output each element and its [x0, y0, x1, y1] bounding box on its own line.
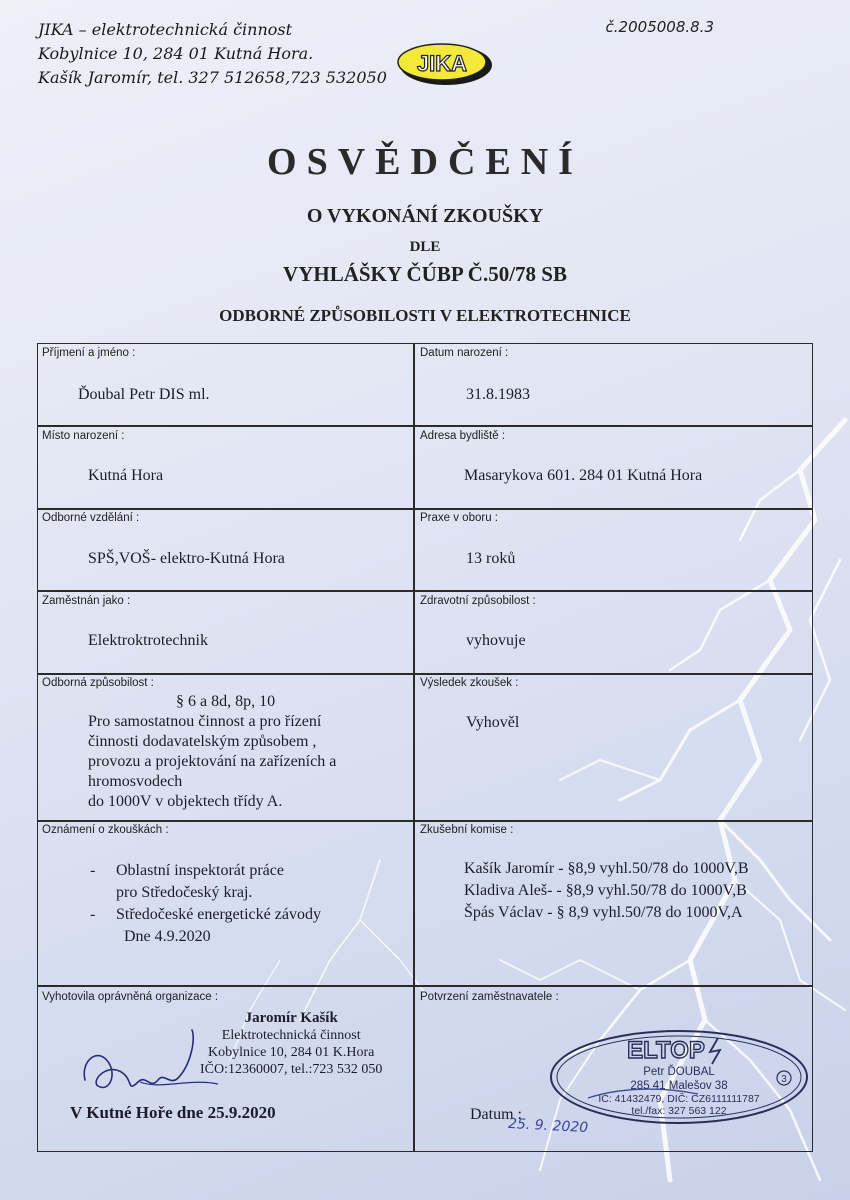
- list-item: [90, 860, 321, 882]
- issuer-stamp: [200, 1010, 382, 1078]
- list-dash: -: [90, 862, 96, 879]
- list-item-text: Středočeské energetické závody: [116, 906, 321, 923]
- issue-place-date: V Kutné Hoře dne 25.9.2020: [70, 1103, 276, 1122]
- result-label: Výsledek zkoušek :: [420, 677, 519, 689]
- employed-value: Elektroktrotechnik: [88, 632, 208, 649]
- list-item-text: Dne 4.9.2020: [124, 928, 211, 945]
- company-line: JIKA – elektrotechnická činnost: [38, 20, 293, 39]
- competence-line: Pro samostatnou činnost a pro řízení: [88, 713, 322, 730]
- birthdate-value: 31.8.1983: [466, 386, 530, 403]
- competence-text: [88, 692, 336, 812]
- competence-line: § 6 a 8d, 8p, 10: [176, 693, 276, 710]
- company-address: Kobylnice 10, 284 01 Kutná Hora.: [38, 44, 314, 63]
- table-row-line: [37, 985, 813, 987]
- table-row-line: [37, 590, 813, 592]
- list-dash: -: [90, 906, 96, 923]
- birthplace-value: Kutná Hora: [88, 467, 164, 484]
- table-divider: [413, 343, 415, 1152]
- handwritten-date: 25. 9. 2020: [507, 1115, 589, 1137]
- company-contact: Kašík Jaromír, tel. 327 512658,723 532050: [38, 68, 387, 87]
- list-item-text: Oblastní inspektorát práce: [116, 862, 284, 879]
- subtitle-exam: O VYKONÁNÍ ZKOUŠKY: [306, 205, 544, 227]
- stamp-name: Petr ĎOUBAL: [643, 1066, 715, 1078]
- datum-label: Datum :: [470, 1106, 522, 1123]
- issuer-label: Vyhotovila oprávněná organizace :: [42, 991, 219, 1003]
- issuer-line: Elektrotechnická činnost: [221, 1028, 361, 1043]
- employer-label: Potvrzení zaměstnavatele :: [420, 991, 559, 1003]
- logo-text: JIKA: [416, 51, 468, 76]
- eltop-stamp: [548, 1028, 810, 1126]
- address-value: Masarykova 601. 284 01 Kutná Hora: [464, 467, 703, 484]
- address-label: Adresa bydliště :: [420, 430, 506, 442]
- notice-label: Oznámení o zkouškách :: [42, 824, 169, 836]
- issuer-line: Kobylnice 10, 284 01 K.Hora: [207, 1045, 375, 1060]
- table-row-line: [37, 820, 813, 822]
- competence-line: provozu a projektování na zařízeních a: [88, 753, 337, 770]
- name-value: Ďoubal Petr DIS ml.: [78, 386, 210, 403]
- name-label: Příjmení a jméno :: [42, 347, 136, 359]
- health-value: vyhovuje: [466, 632, 526, 649]
- commission-label: Zkušební komise :: [420, 824, 514, 836]
- jika-logo: [394, 40, 494, 86]
- competence-line: do 1000V v objektech třídy A.: [88, 793, 283, 810]
- list-item-text: pro Středočeský kraj.: [116, 884, 253, 901]
- stamp-brand: ELTOP: [627, 1037, 705, 1064]
- table-row-line: [37, 425, 813, 427]
- document-title: OSVĚDČENÍ: [267, 141, 583, 183]
- list-item: [90, 904, 321, 926]
- issuer-name: Jaromír Kašík: [244, 1010, 338, 1026]
- commission-list: [464, 858, 749, 924]
- list-item: [116, 882, 321, 904]
- stamp-phone: tel./fax: 327 563 122: [631, 1105, 727, 1117]
- birthplace-label: Místo narození :: [42, 430, 125, 442]
- health-label: Zdravotní způsobilost :: [420, 595, 536, 607]
- subtitle-dle: DLE: [409, 239, 441, 255]
- subtitle-decree: VYHLÁŠKY ČÚBP Č.50/78 SB: [283, 262, 567, 286]
- commission-member: Kladiva Aleš- - §8,9 vyhl.50/78 do 1000V,B: [464, 882, 747, 899]
- signature-scribble: [80, 1020, 220, 1100]
- issuer-line: IČO:12360007, tel.:723 532 050: [200, 1062, 383, 1077]
- company-header: [38, 18, 387, 90]
- birthdate-label: Datum narození :: [420, 347, 509, 359]
- practice-value: 13 roků: [466, 550, 516, 567]
- commission-member: Špás Václav - § 8,9 vyhl.50/78 do 1000V,A: [464, 904, 743, 921]
- table-row-line: [37, 508, 813, 510]
- stamp-ids: IČ: 41432479, DIČ: CZ6111111787: [598, 1093, 760, 1105]
- competence-line: hromosvodech: [88, 773, 183, 790]
- competence-line: činnosti dodavatelským způsobem ,: [88, 733, 317, 750]
- commission-member: Kašík Jaromír - §8,9 vyhl.50/78 do 1000V,B: [464, 860, 749, 877]
- list-item: [116, 926, 321, 948]
- education-label: Odborné vzdělání :: [42, 512, 140, 524]
- stamp-address: 285 41 Malešov 38: [630, 1080, 728, 1092]
- document-number: č.2005008.8.3: [605, 18, 714, 36]
- competence-label: Odborná způsobilost :: [42, 677, 154, 689]
- stamp-number: 3: [781, 1074, 787, 1085]
- table-row-line: [37, 673, 813, 675]
- notice-list: [90, 860, 321, 948]
- subtitle-competence: ODBORNÉ ZPŮSOBILOSTI V ELEKTROTECHNICE: [219, 306, 631, 325]
- result-value: Vyhověl: [466, 714, 520, 731]
- practice-label: Praxe v oboru :: [420, 512, 498, 524]
- education-value: SPŠ,VOŠ- elektro-Kutná Hora: [88, 550, 285, 567]
- employed-label: Zaměstnán jako :: [42, 595, 131, 607]
